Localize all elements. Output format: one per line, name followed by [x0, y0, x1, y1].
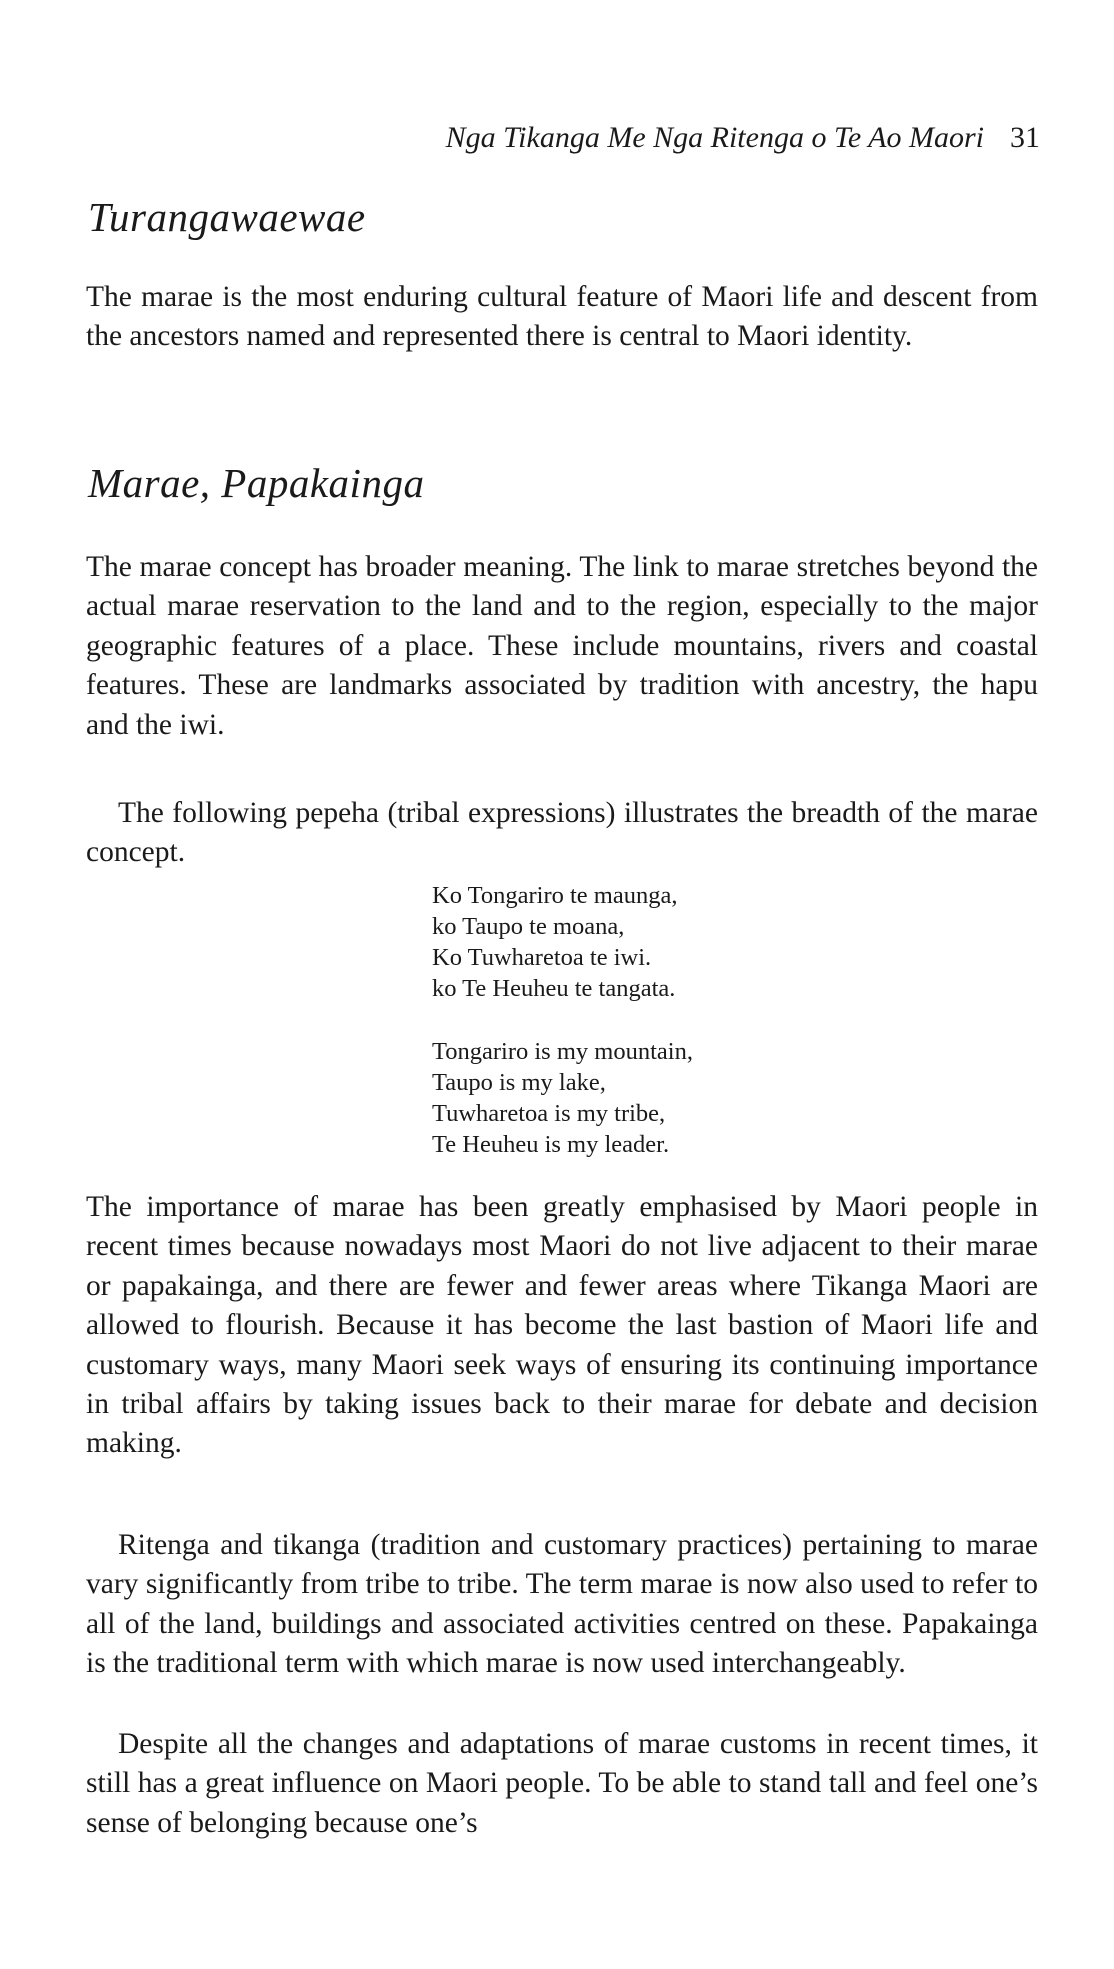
verse-line: Ko Tongariro te maunga, [432, 882, 678, 909]
pepeha-english-verse [432, 1036, 693, 1160]
paragraph: Ritenga and tikanga (tradition and customary practices) pertaining to marae vary significantly from tribe to tribe. The term marae is now also used to refer to all of the land, buildings and associated activities centred on these. Papakainga is the traditional term with which marae is now used interchangeably. [86, 1529, 1038, 1680]
section-heading-turangawaewae: Turangawaewae [88, 194, 366, 240]
verse-line: Te Heuheu is my leader. [432, 1131, 670, 1158]
paragraph: The importance of marae has been greatly emphasised by Maori people in recent times because nowadays most Maori do not live adjacent to their marae or papakainga, and there are fewer and fewer areas where Tikanga Maori are allowed to flourish. Because it has become the last bastion of Maori life and customary ways, many Maori seek ways of ensuring its continuing importance in tribal affairs by taking issues back to their marae for debate and decision making. [86, 1191, 1038, 1460]
running-header [0, 120, 1040, 156]
paragraph: Despite all the changes and adaptations of marae customs in recent times, it still has a great influence on Maori people. To be able to stand tall and feel one’s sense of belonging because one’s [86, 1728, 1038, 1839]
verse-line: Tuwharetoa is my tribe, [432, 1100, 666, 1127]
paragraph: The following pepeha (tribal expressions) illustrates the breadth of the marae concept. [86, 797, 1038, 869]
verse-line: ko Te Heuheu te tangata. [432, 975, 676, 1002]
verse-line: ko Taupo te moana, [432, 913, 625, 940]
running-title: Nga Tikanga Me Nga Ritenga o Te Ao Maori [445, 121, 984, 154]
section-heading-marae-papakainga: Marae, Papakainga [88, 460, 425, 506]
pepeha-maori-verse [432, 880, 678, 1004]
paragraph: The marae is the most enduring cultural feature of Maori life and descent from the ancestors named and represented there is central to Maori identity. [86, 281, 1038, 353]
page-number: 31 [1010, 121, 1040, 154]
verse-line: Tongariro is my mountain, [432, 1038, 693, 1065]
verse-line: Taupo is my lake, [432, 1069, 606, 1096]
verse-line: Ko Tuwharetoa te iwi. [432, 944, 652, 971]
paragraph: The marae concept has broader meaning. The link to marae stretches beyond the actual marae reservation to the land and to the region, especially to the major geographic features of a place. These include mountains, rivers and coastal features. These are landmarks associated by tradition with ancestry, the hapu and the iwi. [86, 551, 1038, 741]
